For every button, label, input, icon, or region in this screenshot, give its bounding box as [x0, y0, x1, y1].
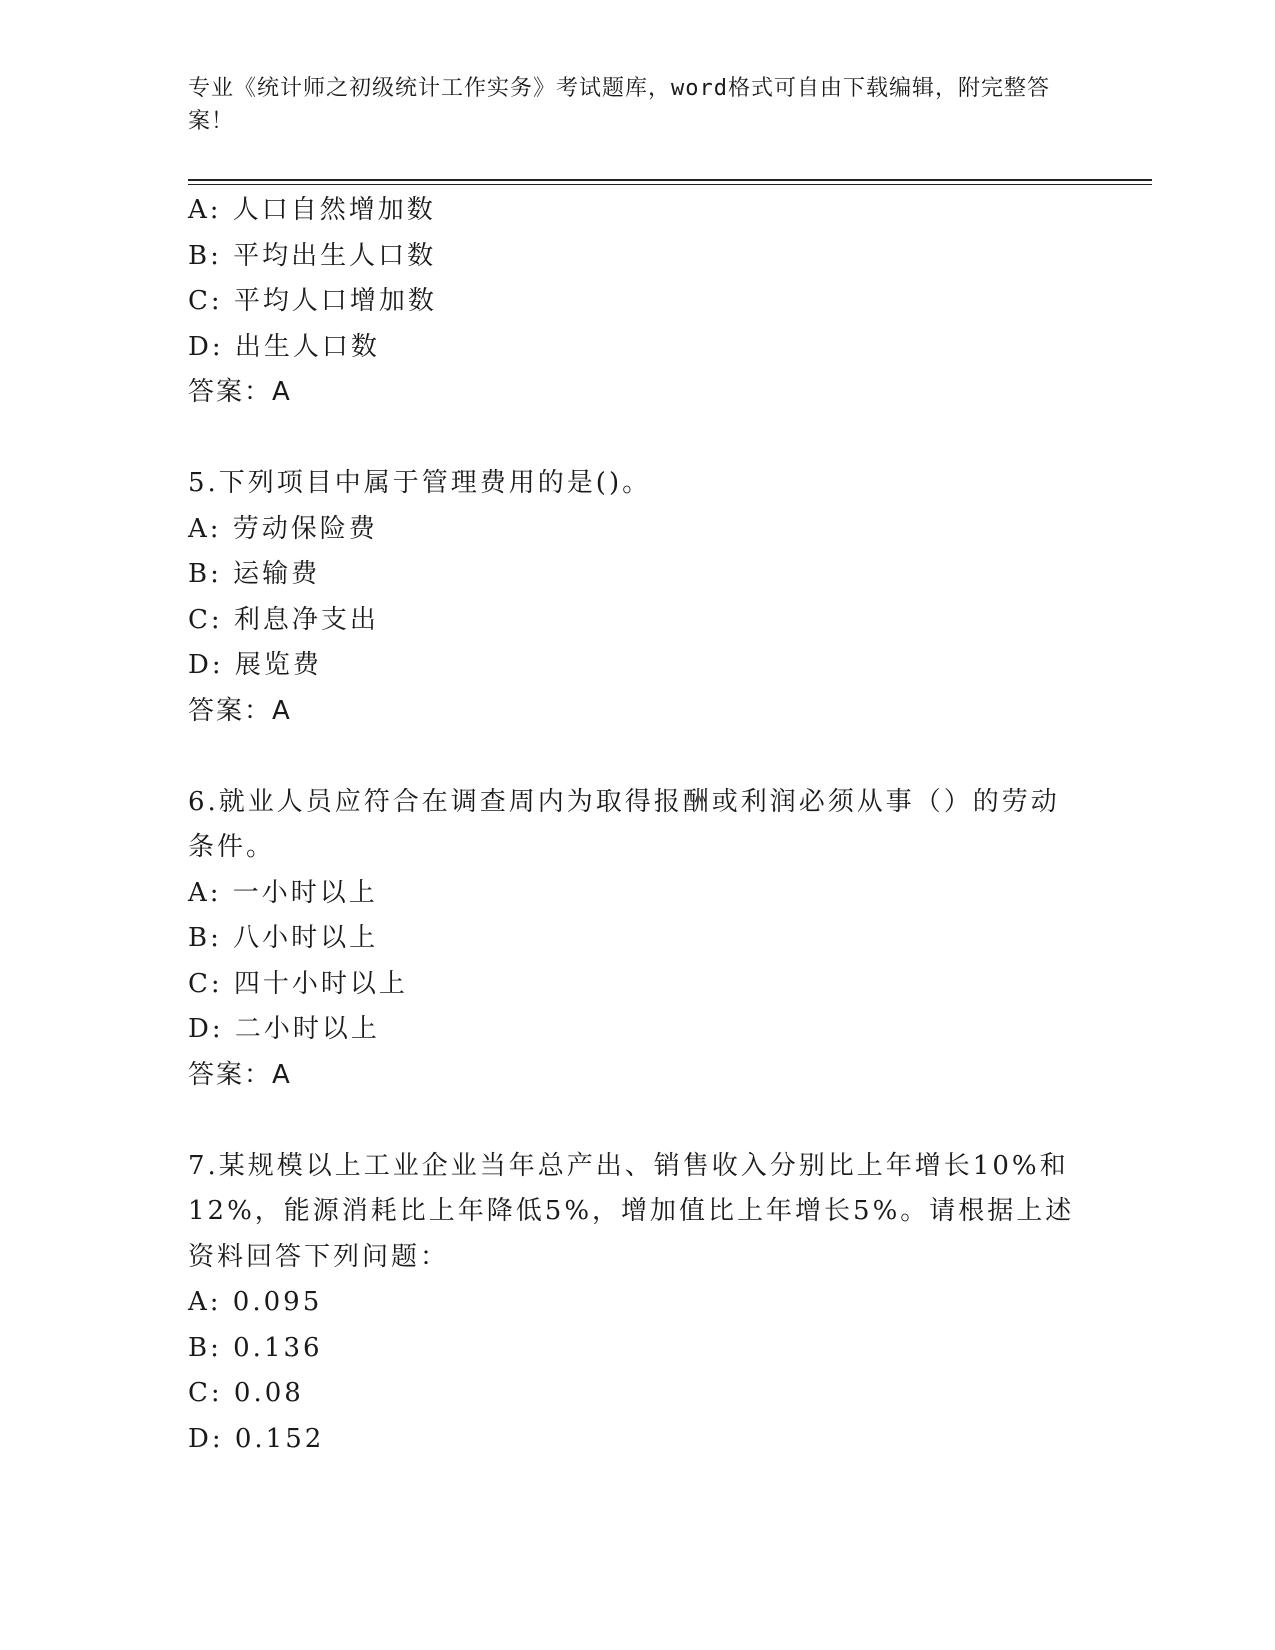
option-b: B: 平均出生人口数 [188, 240, 437, 271]
option-a: A: 一小时以上 [188, 877, 378, 908]
header-rule-thin [188, 184, 1152, 185]
question-text: 5.下列项目中属于管理费用的是()。 [188, 468, 652, 498]
option-d: D: 出生人口数 [188, 331, 380, 362]
question-list [188, 188, 1088, 1462]
question-block-4 [188, 188, 1088, 416]
option-b: B: 0.136 [188, 1332, 323, 1363]
option-c: C: 平均人口增加数 [188, 286, 437, 316]
option-c: C: 0.08 [188, 1378, 304, 1408]
answer-line: 答案：A [188, 695, 292, 726]
option-d: D: 展览费 [188, 650, 322, 680]
question-text: 7.某规模以上工业企业当年总产出、销售收入分别比上年增长10%和12%，能源消耗比上年降低5%，增加值比上年增长5%。请根据上述资料回答下列问题： [188, 1150, 1075, 1272]
block-spacer [188, 416, 1088, 462]
answer-line: 答案：A [188, 1059, 292, 1090]
block-spacer [188, 734, 1088, 780]
option-b: B: 运输费 [188, 559, 321, 589]
answer-line: 答案：A [188, 377, 292, 407]
block-spacer [188, 1098, 1088, 1144]
option-d: D: 0.152 [188, 1423, 325, 1454]
question-text: 6.就业人员应符合在调查周内为取得报酬或利润必须从事（）的劳动条件。 [188, 786, 1060, 862]
question-block-6 [188, 780, 1088, 1099]
question-block-5 [188, 461, 1088, 734]
option-c: C: 四十小时以上 [188, 968, 408, 999]
option-b: B: 八小时以上 [188, 923, 379, 953]
question-block-7 [188, 1144, 1088, 1463]
option-a: A: 人口自然增加数 [188, 195, 436, 225]
option-a: A: 0.095 [188, 1287, 323, 1317]
option-c: C: 利息净支出 [188, 604, 379, 635]
document-header: 专业《统计师之初级统计工作实务》考试题库，word格式可自由下载编辑，附完整答案！ [188, 76, 1050, 134]
header-rule-thick [188, 179, 1152, 181]
option-d: D: 二小时以上 [188, 1014, 380, 1044]
option-a: A: 劳动保险费 [188, 513, 378, 544]
